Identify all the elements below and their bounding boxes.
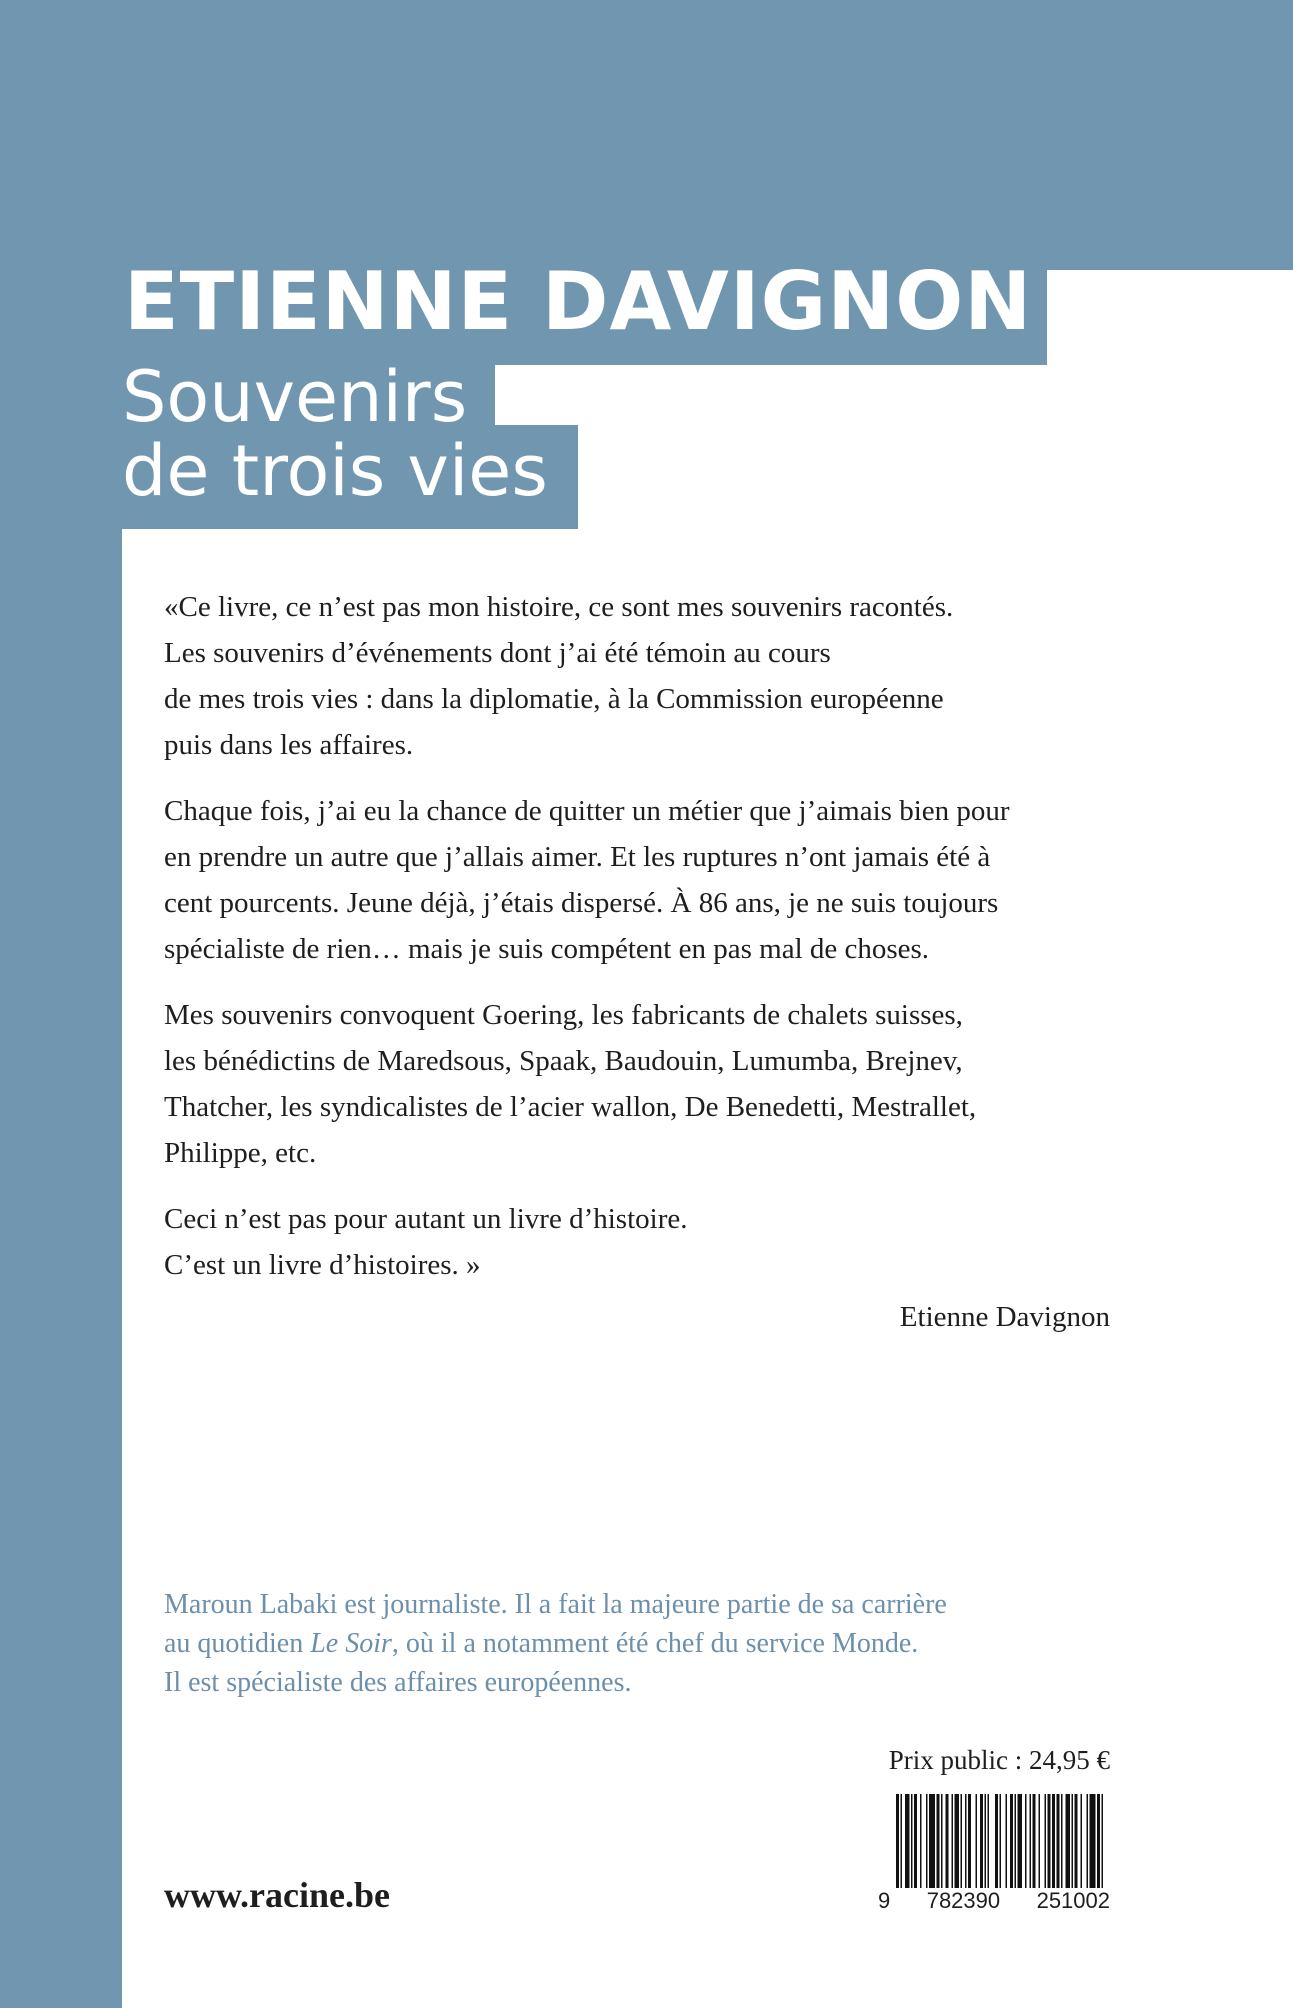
- barcode-bar: [914, 1794, 917, 1890]
- isbn-barcode: [878, 1794, 1110, 1916]
- barcode-bar: [976, 1794, 978, 1890]
- bio-line-1: Maroun Labaki est journaliste. Il a fait la majeure partie de sa carrière: [164, 1589, 947, 1620]
- quote-line: cent pourcents. Jeune déjà, j’étais dispersé. À 86 ans, je ne suis toujours: [164, 887, 999, 919]
- barcode-bar: [905, 1794, 910, 1890]
- barcode-bar: [1090, 1794, 1096, 1890]
- quote-line: «Ce livre, ce n’est pas mon histoire, ce sont mes souvenirs racontés.: [164, 591, 954, 623]
- barcode-bar: [911, 1794, 913, 1890]
- barcode-bar: [1102, 1794, 1104, 1902]
- book-subtitle: [122, 356, 548, 512]
- barcode-bar: [1097, 1794, 1100, 1890]
- quote-line: Les souvenirs d’événements dont j’ai été témoin au cours: [164, 637, 831, 669]
- barcode-bar: [1081, 1794, 1083, 1890]
- bio-line-2-start: au quotidien: [164, 1628, 311, 1659]
- quote-line: en prendre un autre que j’allais aimer. Et les ruptures n’ont jamais été à: [164, 841, 991, 873]
- quote-paragraph-1: [164, 584, 1124, 768]
- barcode-bar: [961, 1794, 963, 1890]
- quote-line: Thatcher, les syndicalistes de l’acier wallon, De Benedetti, Mestrallet,: [164, 1091, 977, 1123]
- barcode-bar: [896, 1794, 899, 1902]
- barcode-bar: [1000, 1794, 1002, 1890]
- quote-line: C’est un livre d’histoires. »: [164, 1249, 481, 1281]
- barcode-bar: [946, 1794, 949, 1890]
- barcode-bar: [937, 1794, 940, 1890]
- top-color-band: [0, 0, 1293, 270]
- barcode-bar: [1039, 1794, 1041, 1890]
- barcode-bar: [941, 1794, 943, 1890]
- barcode-bar: [968, 1794, 971, 1890]
- barcode-bar: [1006, 1794, 1008, 1890]
- subtitle-line-2: de trois vies: [122, 430, 548, 512]
- barcode-bar: [1033, 1794, 1036, 1890]
- barcode-bar: [955, 1794, 960, 1890]
- barcode-digit-group: 9: [878, 1888, 891, 1913]
- barcode-bar: [1030, 1794, 1032, 1890]
- quote-line: Chaque fois, j’ai eu la chance de quitter un métier que j’aimais bien pour: [164, 795, 1010, 827]
- quote-line: puis dans les affaires.: [164, 729, 414, 761]
- barcode-bar: [920, 1794, 922, 1890]
- bio-line-2-end: , où il a notamment été chef du service Monde.: [391, 1628, 919, 1659]
- quote-line: Philippe, etc.: [164, 1137, 317, 1169]
- barcode-bar: [1015, 1794, 1017, 1890]
- barcode-bar: [1010, 1794, 1013, 1890]
- bio-line-2: [164, 1624, 1124, 1663]
- journalist-bio: [164, 1585, 1124, 1702]
- barcode-bar: [988, 1794, 990, 1890]
- barcode-bar: [926, 1794, 928, 1890]
- back-cover-quote: [164, 584, 1124, 1308]
- quote-line: de mes trois vies : dans la diplomatie, à la Commission européenne: [164, 683, 944, 715]
- barcode-bar: [1087, 1794, 1089, 1890]
- barcode-bar: [1048, 1794, 1051, 1890]
- barcode-bar: [1018, 1794, 1023, 1890]
- author-name: ETIENNE DAVIGNON: [124, 255, 1033, 348]
- barcode-bar: [929, 1794, 935, 1890]
- barcode-digit-group: 251002: [1036, 1888, 1110, 1913]
- publisher-website: www.racine.be: [164, 1875, 390, 1915]
- barcode-bar: [1072, 1794, 1074, 1890]
- barcode-bar: [1061, 1794, 1063, 1890]
- barcode-bar: [965, 1794, 967, 1890]
- barcode-bar: [952, 1794, 954, 1890]
- barcode-bar: [985, 1794, 987, 1890]
- price-label: Prix public : 24,95 €: [888, 1745, 1110, 1775]
- newspaper-name: Le Soir: [310, 1628, 392, 1659]
- barcode-bar: [1052, 1794, 1055, 1890]
- quote-line: Ceci n’est pas pour autant un livre d’histoire.: [164, 1203, 688, 1235]
- barcode-bar: [1066, 1794, 1071, 1890]
- barcode-digit-group: 782390: [926, 1888, 1001, 1913]
- barcode-bar: [1025, 1794, 1027, 1890]
- barcode-bar: [995, 1794, 998, 1890]
- barcode-bar: [1045, 1794, 1047, 1902]
- quote-signature: Etienne Davignon: [899, 1301, 1110, 1333]
- barcode-bar: [1057, 1794, 1060, 1890]
- barcode-bar: [1075, 1794, 1078, 1890]
- quote-line: spécialiste de rien… mais je suis compétent en pas mal de choses.: [164, 933, 930, 965]
- quote-paragraph-4: [164, 1196, 1124, 1288]
- subtitle-line-1: Souvenirs: [122, 356, 468, 438]
- quote-paragraph-2: [164, 788, 1124, 972]
- quote-paragraph-3: [164, 992, 1124, 1176]
- bio-line-3: Il est spécialiste des affaires européennes.: [164, 1667, 632, 1698]
- quote-line: les bénédictins de Maredsous, Spaak, Baudouin, Lumumba, Brejnev,: [164, 1045, 963, 1077]
- barcode-bar: [901, 1794, 903, 1902]
- barcode-bar: [980, 1794, 983, 1890]
- barcode-digits: [878, 1888, 1110, 1916]
- left-color-band: [0, 0, 122, 2008]
- quote-line: Mes souvenirs convoquent Goering, les fabricants de chalets suisses,: [164, 999, 963, 1031]
